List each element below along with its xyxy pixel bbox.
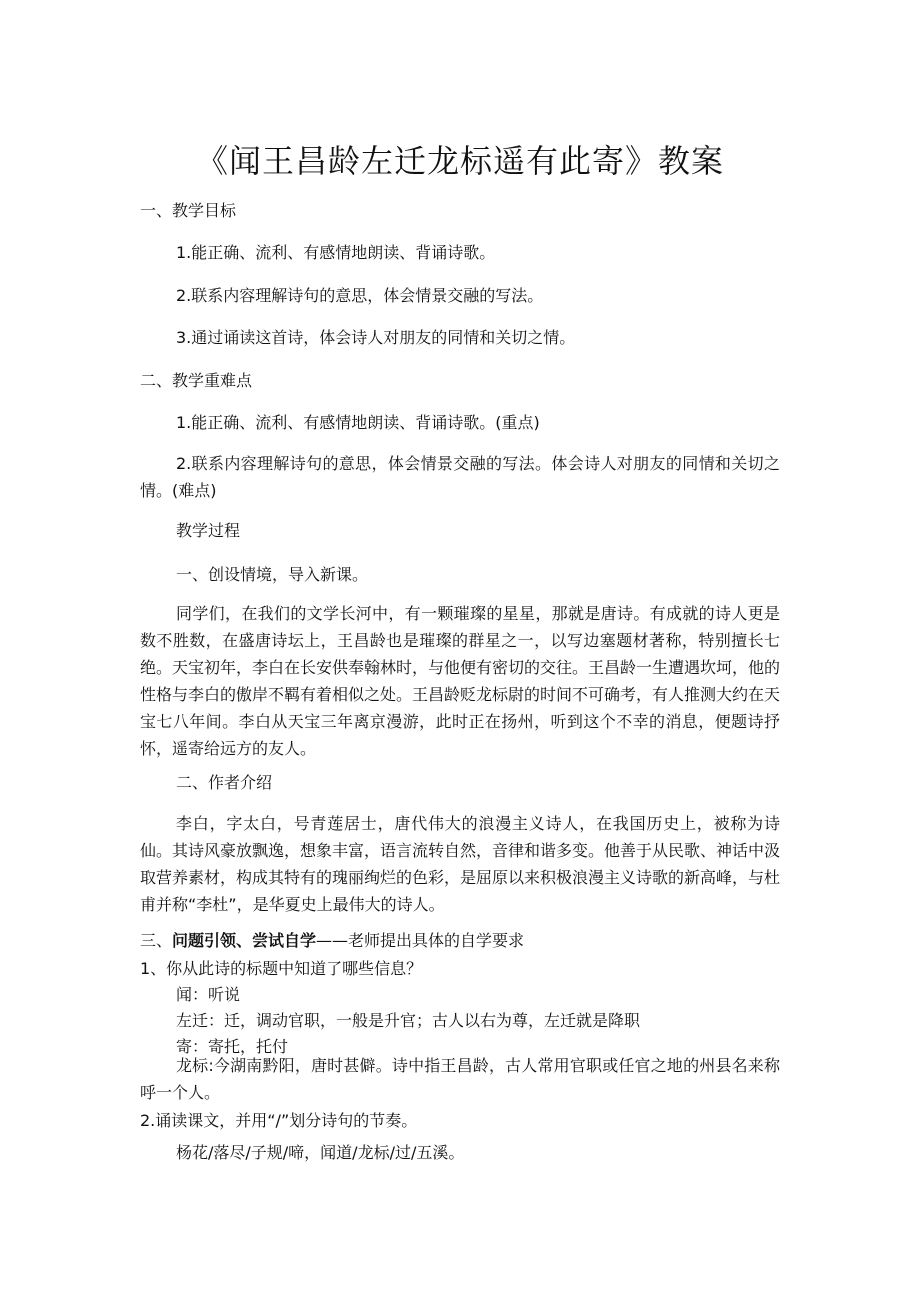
word-note-ji: 寄：寄托，托付 (176, 1037, 289, 1056)
section-bold-title: 问题引领、尝试自学 (172, 931, 317, 950)
section-subtitle: ——老师提出具体的自学要求 (316, 931, 525, 950)
page-title: 《闻王昌龄左迁龙标遥有此寄》教案 (195, 142, 724, 180)
section-heading-key-points: 二、教学重难点 (140, 371, 253, 390)
goal-item-2: 2.联系内容理解诗句的意思，体会情景交融的写法。 (176, 286, 544, 305)
question-1: 1、你从此诗的标题中知道了哪些信息？ (140, 959, 423, 978)
goal-item-1: 1.能正确、流利、有感情地朗读、背诵诗歌。 (176, 243, 496, 262)
author-paragraph: 李白，字太白，号青莲居士，唐代伟大的浪漫主义诗人，在我国历史上，被称为诗仙。其诗风豪放飘逸，想象丰富，语言流转自然，音律和谐多变。他善于从民歌、神话中汲取营养素材，构成其特有的瑰丽绚烂的色彩，是屈原以来积极浪漫主义诗歌的新高峰，与杜甫并称“李杜”，是华夏史上最伟大的诗人。 (140, 814, 781, 914)
word-note-longbiao: 龙标:今湖南黔阳，唐时甚僻。诗中指王昌龄，古人常用官职或任官之地的州县名来称呼一个人。 (140, 1056, 780, 1102)
rhythm-line: 杨花/落尽/子规/啼，闻道/龙标/过/五溪。 (176, 1143, 465, 1162)
section-number: 三、 (140, 931, 173, 950)
step-heading-2: 二、作者介绍 (176, 773, 273, 792)
process-heading: 教学过程 (176, 521, 241, 540)
word-note-wen: 闻：听说 (176, 985, 241, 1004)
step-heading-1: 一、创设情境，导入新课。 (176, 565, 369, 584)
goal-item-3: 3.通过诵读这首诗，体会诗人对朋友的同情和关切之情。 (176, 328, 576, 347)
word-note-zuoqian: 左迁：迁，调动官职，一般是升官；古人以右为尊，左迁就是降职 (176, 1011, 641, 1030)
intro-paragraph: 同学们，在我们的文学长河中，有一颗璀璨的星星，那就是唐诗。有成就的诗人更是数不胜数，在盛唐诗坛上，王昌龄也是璀璨的群星之一，以写边塞题材著称，特别擅长七绝。天宝初年，李白在长安供奉翰林时，与他便有密切的交往。王昌龄一生遭遇坎坷，他的性格与李白的傲岸不羁有着相似之处。王昌龄贬龙标尉的时间不可确考，有人推测大约在天宝七八年间。李白从天宝三年离京漫游，此时正在扬州，听到这个不幸的消息，便题诗抒怀，遥寄给远方的友人。 (140, 604, 781, 758)
section-heading-self-study (140, 928, 524, 951)
section-heading-goals: 一、教学目标 (140, 201, 237, 220)
key-point-2: 2.联系内容理解诗句的意思，体会情景交融的写法。体会诗人对朋友的同情和关切之情。(难点) (140, 454, 780, 500)
question-2: 2.诵读课文，并用“/”划分诗句的节奏。 (140, 1111, 418, 1130)
key-point-1: 1.能正确、流利、有感情地朗读、背诵诗歌。(重点) (176, 413, 540, 432)
